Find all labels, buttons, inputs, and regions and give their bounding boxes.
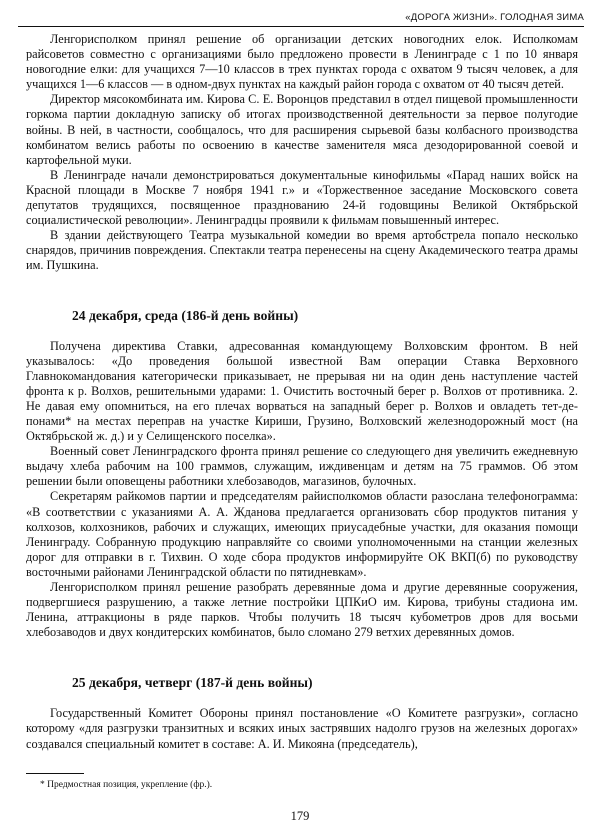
paragraph: Государственный Комитет Обороны принял постановление «О Комитете разгрузки», согласно которому «для разгрузки транзитных и всяких иных застрявших надолго грузов на железных дорогах» создавался специальный комитет в составе: А. И. Микояна (председатель), [26,706,578,751]
header-rule [18,26,584,27]
paragraph: В здании действующего Театра музыкальной комедии во время артобстрела попало несколько снарядов, причинив повреждения. Спектакли театра перенесены на сцену Академического театра драмы им. Пушкина. [26,228,578,273]
page-body [26,32,578,752]
paragraph: Секретарям райкомов партии и председателям райисполкомов области разослана телефонограмма: «В соответствии с указаниями А. А. Жданова предлагается организовать сбор продуктов питания у колхозов, колхозников, рабочих и служащих, имеющих приусадебные участки, для оказания помощи Ленинграду. Собранную продукцию направляйте со своими уполномоченными на станции железных дорог для отправки в г. Тихвин. О ходе сбора продуктов информируйте ОК ВКП(б) по руководству восточными районами Ленинградской области по пятидневкам». [26,489,578,579]
paragraph: В Ленинграде начали демонстрироваться документальные кинофильмы «Парад наших войск на Красной площади в Москве 7 ноября 1941 г.» и «Торжественное заседание Московского совета депутатов трудящихся, посвященное празднованию 24-й годовщины Великой Октябрьской социалистической революции». Ленинградцы проявили к фильмам повышенный интерес. [26,167,578,228]
paragraph: Ленгорисполком принял решение разобрать деревянные дома и другие деревянные сооружения, подвергшиеся разрушению, а также летние постройки ЦПКиО им. Кирова, трибуны стадиона им. Ленина, аттракционы в ряде парков. Чтобы получить 18 тысяч кубометров дров для восьми хлебозаводов и двух кондитерских комбинатов, было сломано 279 ветхих деревянных домов. [26,580,578,640]
paragraph: Получена директива Ставки, адресованная командующему Волховским фронтом. В ней указывалось: «До проведения большой известной Вам операции Ставка Верховного Главнокомандования категорически приказывает, не прерывая ни на один день наступление частей фронта к р. Волхов, решительными ударами: 1. Очистить восточный берег р. Волхов от противника. 2. Не давая ему опомниться, на его плечах ворваться на западный берег р. Волхов и овладеть тет-де-понами* на местах переправ на участке Кириши, Грузино, Волховский железнодорожный мост (на Октябрьской ж. д.) и у Селищенского поселка». [26,338,578,444]
section-heading: 24 декабря, среда (186-й день войны) [72,307,299,323]
paragraph: Ленгорисполком принял решение об организации детских новогодних елок. Исполкомам райсоветов совместно с организациями было предложено провести в Ленинграде с 1 по 10 января новогодние елки: для учащихся 7—10 классов в трех пунктах города с охватом 9 тысяч человек, а для учащихся 1—6 классов — в одном-двух пунктах на каждый район города с охватом от 40 тысяч детей. [26,32,578,92]
paragraph: Директор мясокомбината им. Кирова С. Е. Воронцов представил в отдел пищевой промышленности горкома партии докладную записку об итогах производственной деятельности за первое полугодие войны. В ней, в частности, сообщалось, что для расширения сырьевой базы колбасного производства комбинатом велись работы по освоению в качестве заменителя мяса дезодорированной соевой и картофельной муки. [26,92,578,167]
paragraph: Военный совет Ленинградского фронта принял решение со следующего дня увеличить ежедневную выдачу хлеба рабочим на 100 граммов, служащим, иждивенцам и детям на 75 граммов. Об этом решении были оповещены работники хлебозаводов, магазинов, булочных. [26,444,578,489]
page-number: 179 [290,809,310,823]
section-heading: 25 декабря, четверг (187-й день войны) [72,675,313,691]
footnote: * Предмостная позиция, укрепление (фр.). [40,780,213,790]
footnote-rule [26,773,84,774]
running-header: «ДОРОГА ЖИЗНИ». ГОЛОДНАЯ ЗИМА [405,12,584,23]
